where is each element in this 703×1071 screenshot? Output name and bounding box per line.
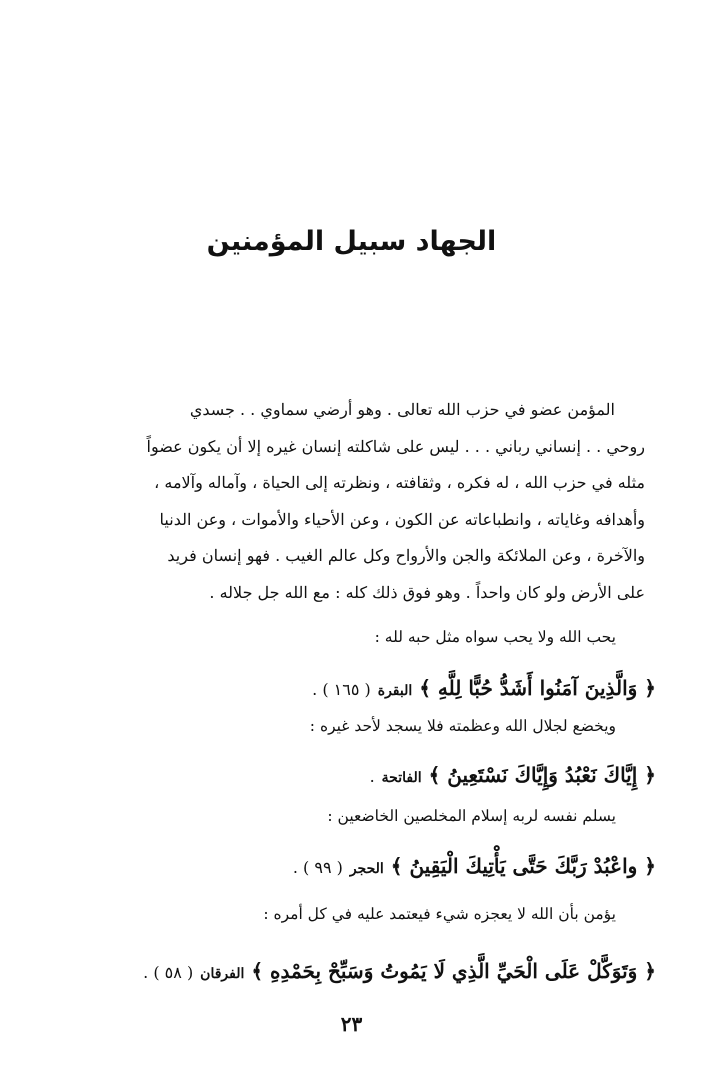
quran-verse (90, 951, 656, 994)
surah-name: الفرقان (200, 966, 245, 982)
verse-text: ﴿ واعْبُدْ رَبَّكَ حَتَّى يَأْتِيكَ الْيَقِينُ ﴾ (390, 854, 656, 878)
verse-text: ﴿ وَتَوَكَّلْ عَلَى الْحَيِّ الَّذِي لَا يَمُوتُ وَسَبِّحْ بِحَمْدِهِ ﴾ (251, 959, 656, 983)
quran-verse (90, 668, 656, 711)
section-lead: ويخضع لجلال الله وعظمته فلا يسجد لأحد غيره : (309, 717, 616, 735)
verse-number: ( ١٦٥ ) . (312, 680, 371, 699)
section-lead: يسلم نفسه لربه إسلام المخلصين الخاضعين : (327, 807, 616, 825)
verse-number: ( ٩٩ ) . (292, 858, 343, 877)
paragraph-line: والآخرة ، وعن الملائكة والجن والأرواح وكل عالم الغيب . فهو إنسان فريد (167, 546, 645, 565)
section-lead: يؤمن بأن الله لا يعجزه شيء فيعتمد عليه في كل أمره : (263, 905, 616, 923)
surah-name: الحجر (349, 861, 384, 877)
verse-number: ( ٥٨ ) . (143, 963, 194, 982)
paragraph-line: على الأرض ولو كان واحداً . وهو فوق ذلك كله : مع الله جل جلاله . (209, 582, 645, 602)
surah-name: الفاتحة (381, 770, 422, 786)
paragraph-line: وأهدافه وغاياته ، وانطباعاته عن الكون ، وعن الأحياء والأموات ، وعن الدنيا (159, 509, 645, 529)
paragraph-line: روحي . . إنساني رباني . . . ليس على شاكلته إنسان غيره إلا أن يكون عضواً (146, 436, 645, 456)
quran-verse (90, 846, 656, 889)
chapter-title: الجهاد سبيل المؤمنين (206, 226, 497, 257)
paragraph-line: مثله في حزب الله ، له فكره ، وثقافته ، ونظرته إلى الحياة ، وآماله وآلامه ، (154, 473, 645, 492)
verse-text: ﴿ وَالَّذِينَ آمَنُوا أَشَدُّ حُبًّا لِلَّهِ ﴾ (419, 676, 656, 700)
page-number: ٢٣ (340, 1012, 363, 1036)
verse-text: ﴿ إِيَّاكَ نَعْبُدُ وَإِيَّاكَ نَسْتَعِينُ ﴾ (428, 763, 656, 787)
surah-name: البقرة (377, 683, 413, 699)
section-lead: يحب الله ولا يحب سواه مثل حبه لله : (374, 628, 616, 646)
paragraph-line: المؤمن عضو في حزب الله تعالى . وهو أرضي سماوي . . جسدي (189, 400, 615, 419)
intro-paragraph (100, 392, 645, 611)
verse-number: . (369, 767, 375, 786)
quran-verse (90, 755, 656, 798)
